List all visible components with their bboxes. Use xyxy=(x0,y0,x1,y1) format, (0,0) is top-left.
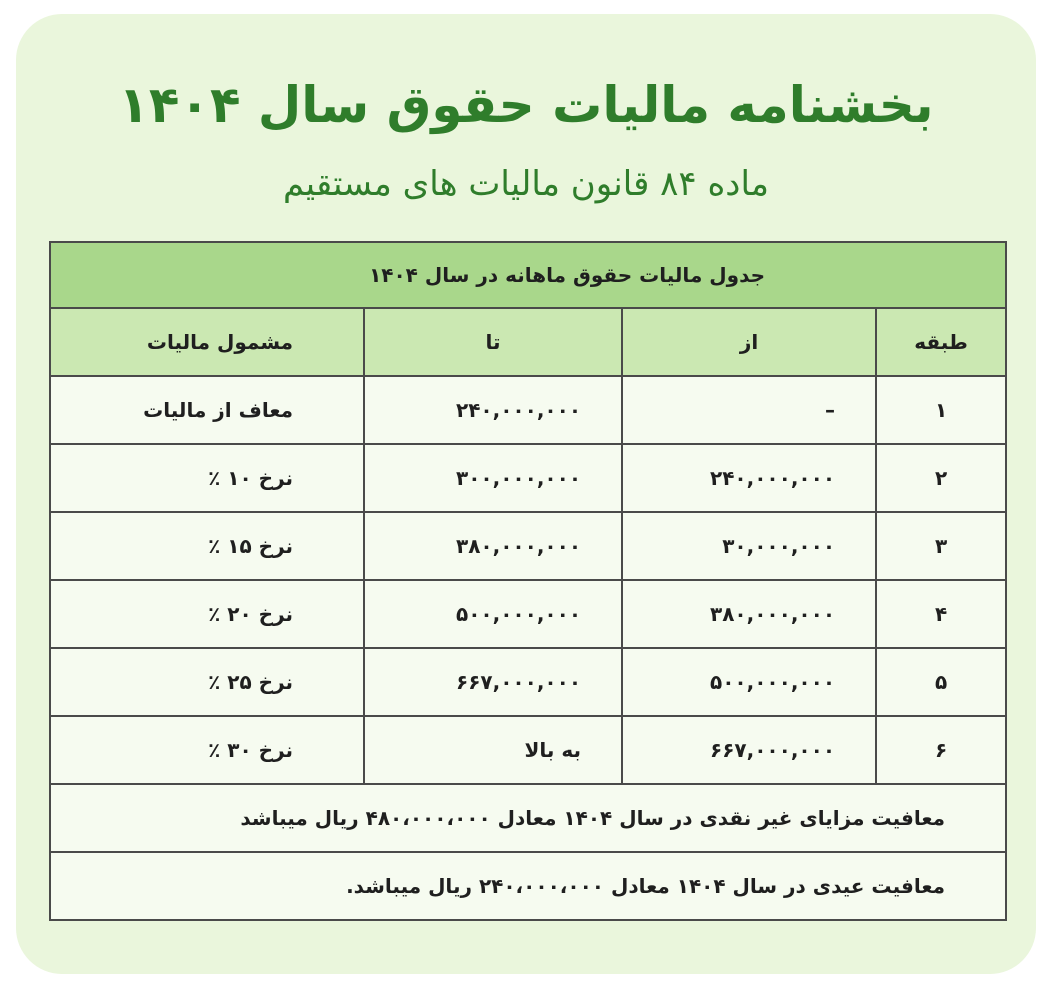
from-cell: ۲۴۰,۰۰۰,۰۰۰ xyxy=(622,444,876,512)
tier-cell: ۱ xyxy=(876,376,1006,444)
tier-cell: ۴ xyxy=(876,580,1006,648)
to-cell: ۵۰۰,۰۰۰,۰۰۰ xyxy=(364,580,622,648)
note-non-cash-benefits: معافیت مزایای غیر نقدی در سال ۱۴۰۴ معادل ۴۸۰،۰۰۰،۰۰۰ ریال میباشد xyxy=(50,784,1006,852)
to-cell: ۲۴۰,۰۰۰,۰۰۰ xyxy=(364,376,622,444)
from-cell: ۳۰,۰۰۰,۰۰۰ xyxy=(622,512,876,580)
to-cell: به بالا xyxy=(364,716,622,784)
table-header-row xyxy=(50,308,1006,376)
note-eid-bonus: معافیت عیدی در سال ۱۴۰۴ معادل ۲۴۰،۰۰۰،۰۰۰ ریال میباشد. xyxy=(50,852,1006,920)
from-cell: ۶۶۷,۰۰۰,۰۰۰ xyxy=(622,716,876,784)
rate-cell: معاف از مالیات xyxy=(50,376,364,444)
tier-cell: ۳ xyxy=(876,512,1006,580)
note-row-non-cash-benefits xyxy=(50,784,1006,852)
tier-cell: ۲ xyxy=(876,444,1006,512)
tax-table xyxy=(49,241,1007,921)
tier-cell: ۵ xyxy=(876,648,1006,716)
header-from: از xyxy=(622,308,876,376)
to-cell: ۳۰۰,۰۰۰,۰۰۰ xyxy=(364,444,622,512)
table-row xyxy=(50,376,1006,444)
to-cell: ۶۶۷,۰۰۰,۰۰۰ xyxy=(364,648,622,716)
to-cell: ۳۸۰,۰۰۰,۰۰۰ xyxy=(364,512,622,580)
table-row xyxy=(50,716,1006,784)
table-row xyxy=(50,648,1006,716)
table-row xyxy=(50,580,1006,648)
page-subtitle: ماده ۸۴ قانون مالیات های مستقیم xyxy=(282,164,770,204)
from-cell: ۳۸۰,۰۰۰,۰۰۰ xyxy=(622,580,876,648)
rate-cell: نرخ ۱۰ ٪ xyxy=(50,444,364,512)
from-cell: – xyxy=(622,376,876,444)
header-to: تا xyxy=(364,308,622,376)
rate-cell: نرخ ۲۰ ٪ xyxy=(50,580,364,648)
tier-cell: ۶ xyxy=(876,716,1006,784)
from-cell: ۵۰۰,۰۰۰,۰۰۰ xyxy=(622,648,876,716)
table-row xyxy=(50,444,1006,512)
header-rate: مشمول مالیات xyxy=(50,308,364,376)
page-title: بخشنامه مالیات حقوق سال ۱۴۰۴ xyxy=(118,76,934,134)
table-caption-row xyxy=(50,242,1006,308)
rate-cell: نرخ ۱۵ ٪ xyxy=(50,512,364,580)
table-caption: جدول مالیات حقوق ماهانه در سال ۱۴۰۴ xyxy=(50,242,1006,308)
note-row-eid-bonus xyxy=(50,852,1006,920)
rate-cell: نرخ ۳۰ ٪ xyxy=(50,716,364,784)
header-tier: طبقه xyxy=(876,308,1006,376)
table-row xyxy=(50,512,1006,580)
rate-cell: نرخ ۲۵ ٪ xyxy=(50,648,364,716)
